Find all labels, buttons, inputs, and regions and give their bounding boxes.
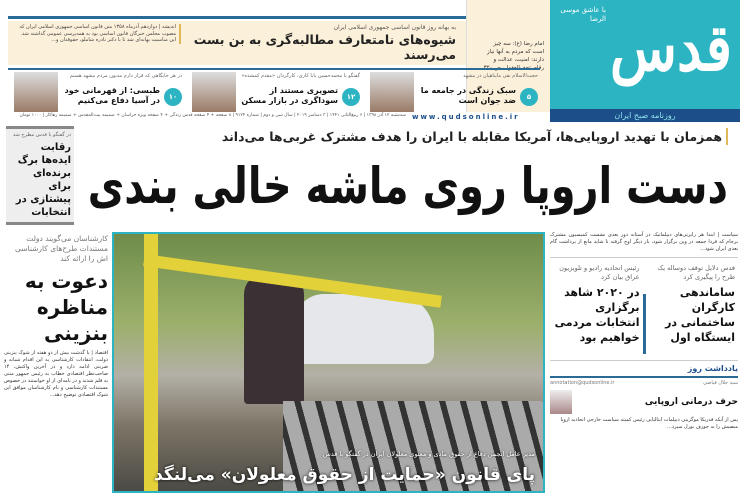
teaser-title[interactable]: سبک زندگی در جامعه ما ضد جوان است xyxy=(420,86,516,105)
lead-photo[interactable] xyxy=(112,232,545,493)
column-email[interactable]: annotation@qudsonline.ir xyxy=(550,380,615,386)
column-note[interactable] xyxy=(550,360,738,431)
top-banner[interactable] xyxy=(8,21,466,65)
logo-tagline: با عاشق موسی الرضا xyxy=(560,6,606,23)
story-kicker: رئیس اتحادیه رادیو و تلویزیون عراق بیان کرد xyxy=(559,264,640,281)
column-header xyxy=(550,390,738,414)
photo-title[interactable]: پای قانون «حمایت از حقوق معلولان» می‌لنگد xyxy=(154,465,535,485)
story-pair xyxy=(550,264,738,354)
teaser-title[interactable]: تصویری مستند از سوداگری در بازار مسکن xyxy=(241,86,338,105)
teaser-row xyxy=(8,68,540,112)
subheadline: همزمان با تهدید اروپایی‌ها، آمریکا مقابله با ایران را هدف مشترک غربی‌ها می‌داند xyxy=(88,128,728,145)
banner-main xyxy=(191,24,456,62)
author-photo xyxy=(550,390,572,414)
column-byline xyxy=(550,376,738,387)
left-col-title[interactable]: دعوت به مناظره بنزینی xyxy=(24,269,108,345)
teaser-photo xyxy=(370,72,414,112)
teaser[interactable] xyxy=(190,72,362,114)
column-title[interactable]: حرف درمانی اروپایی xyxy=(644,397,738,407)
quote-text: امام رضا (ع): سه چیز است که مردم به آنها نیاز دارند: امنیت، عدالت و رفاه. تحف‌العقول، ص ۳۲۰ xyxy=(483,41,544,71)
banner-note: اندیشه | دوازدهم آذرماه ۱۳۵۸ متن قانون اساسی جمهوری اسلامی ایران که مصوب مجلس خبرگان قانون اساسی بود به همه‌پرسی عمومی گذاشته شد. این مناسبت بهانه‌ای شد تا با دکتر نادره شاملو، حقوقدان و... xyxy=(16,24,181,44)
photo-person xyxy=(244,274,304,404)
teaser[interactable] xyxy=(368,72,540,114)
divider xyxy=(643,294,646,354)
teaser[interactable] xyxy=(12,72,184,114)
story-iraq[interactable] xyxy=(550,264,643,354)
column-author: سید جلال فیاضی xyxy=(702,380,738,386)
photo-caption: مدیر عامل انجمن دفاع از حقوق مادی و معنوی معلولان ایران در گفتگو با قدس xyxy=(322,450,535,458)
page-badge: ۵ xyxy=(520,88,538,106)
left-column xyxy=(4,234,108,399)
website-link[interactable]: www.qudsonline.ir xyxy=(412,113,520,121)
teaser-photo xyxy=(192,72,236,112)
banner-title[interactable]: شیوه‌های نامتعارف مطالبه‌گری به بن بست می‌رسند xyxy=(193,32,456,62)
teaser-kicker: حجت‌الاسلام نقی مایناهیان در مشهد xyxy=(463,73,538,79)
column-label: یادداشت روز xyxy=(687,364,738,373)
left-box-kicker: در گفتگو با قدس مطرح شد xyxy=(13,132,71,138)
left-box[interactable] xyxy=(6,126,74,225)
logo-mark: قدس xyxy=(610,11,732,86)
story-title[interactable]: ساماندهی کارگران ساختمانی در ایستگاه اول xyxy=(665,286,735,344)
teaser-title[interactable]: طبسی: از قهرمانی خود در آسیا دفاع می‌کنیم xyxy=(64,86,160,105)
story-kicker: قدس دلایل توقف دوساله یک طرح را پیگیری کرد xyxy=(657,264,735,281)
story-title[interactable]: در ۲۰۲۰ شاهد برگزاری انتخابات مردمی خواهیم بود xyxy=(554,286,640,344)
left-box-title[interactable]: رقابت ایده‌ها برگ برنده‌ای برای پیشتازی در انتخابات xyxy=(15,142,71,218)
logo-strip: روزنامه صبح ایران xyxy=(550,109,740,122)
top-rule xyxy=(8,16,466,19)
teaser-photo xyxy=(14,72,58,112)
teaser-kicker: گفتگو با محمدحسین بابا کاری، کارگردان «مقدم کمشده» xyxy=(241,73,360,79)
page-badge: ۱۲ xyxy=(342,88,360,106)
left-col-kicker: کارشناسان می‌گویند دولت مستندات طرح‌های کارشناسی اش را ارائه کند xyxy=(15,234,108,263)
masthead-logo[interactable] xyxy=(550,0,740,122)
page-badge: ۱۰ xyxy=(164,88,182,106)
main-headline[interactable]: دست اروپا روی ماشه خالی بندی xyxy=(87,157,728,215)
story-workers[interactable] xyxy=(646,264,739,354)
column-body: پس از آنکه فدریکا موگرینی دیپلمات ایتالیایی رئیس کمیته سیاست خارجی اتحادیه اروپا منصبش را به جوزف بورل سپرد... xyxy=(560,417,738,430)
banner-kicker: به بهانه روز قانون اساسی جمهوری اسلامی ایران xyxy=(333,24,456,31)
dateline: سه‌شنبه ۱۲ آذر ۱۳۹۸ | ۶ ربیع‌الثانی ۱۴۴۱ | ۳ دسامبر ۲۰۱۹ | سال سی و دوم | شماره ۹۱۲۴ | ۸ صفحه + ۴ صفحه قدس زندگی + ۴ صفحه ویژه خراسان + ضمیمه بیت‌المقدس + ضمیمه رهاکار | ۱۰۰۰ تومان xyxy=(19,113,406,118)
teaser-kicker: در هر جایگاهی که قرار دارم مدیون مردم مشهد هستم xyxy=(69,73,182,79)
photo-car xyxy=(294,294,434,364)
right-column xyxy=(550,232,738,431)
left-col-body: اقتصاد | با گذشت بیش از دو هفته از شوک بنزینی دولت، انتقادات کارشناسی به این اقدام شبانه و ضربتی ادامه دارد و در آخرین واکنش، ۱۴ صاحب‌نظر اقتصادی خطاب به رئیس جمهور متنی به قلم شدند و در نامه‌ای از او خواستند در خصوص مستندات کارشناسی و نام کارشناسان موافق این شوک اقتصادی توضیح دهد... xyxy=(4,350,108,398)
lead-story-body: سیاست | ابتدا هر رایزنی‌های دیپلماتیک در آستانه دور بعدی نشست کمیسیون مشترک برجام که فردا جمعه در وین برگزار شود، باز دیگر اوج گرفته تا شاید مانع از برداشت گام بعدی ایران شود... xyxy=(550,232,738,258)
